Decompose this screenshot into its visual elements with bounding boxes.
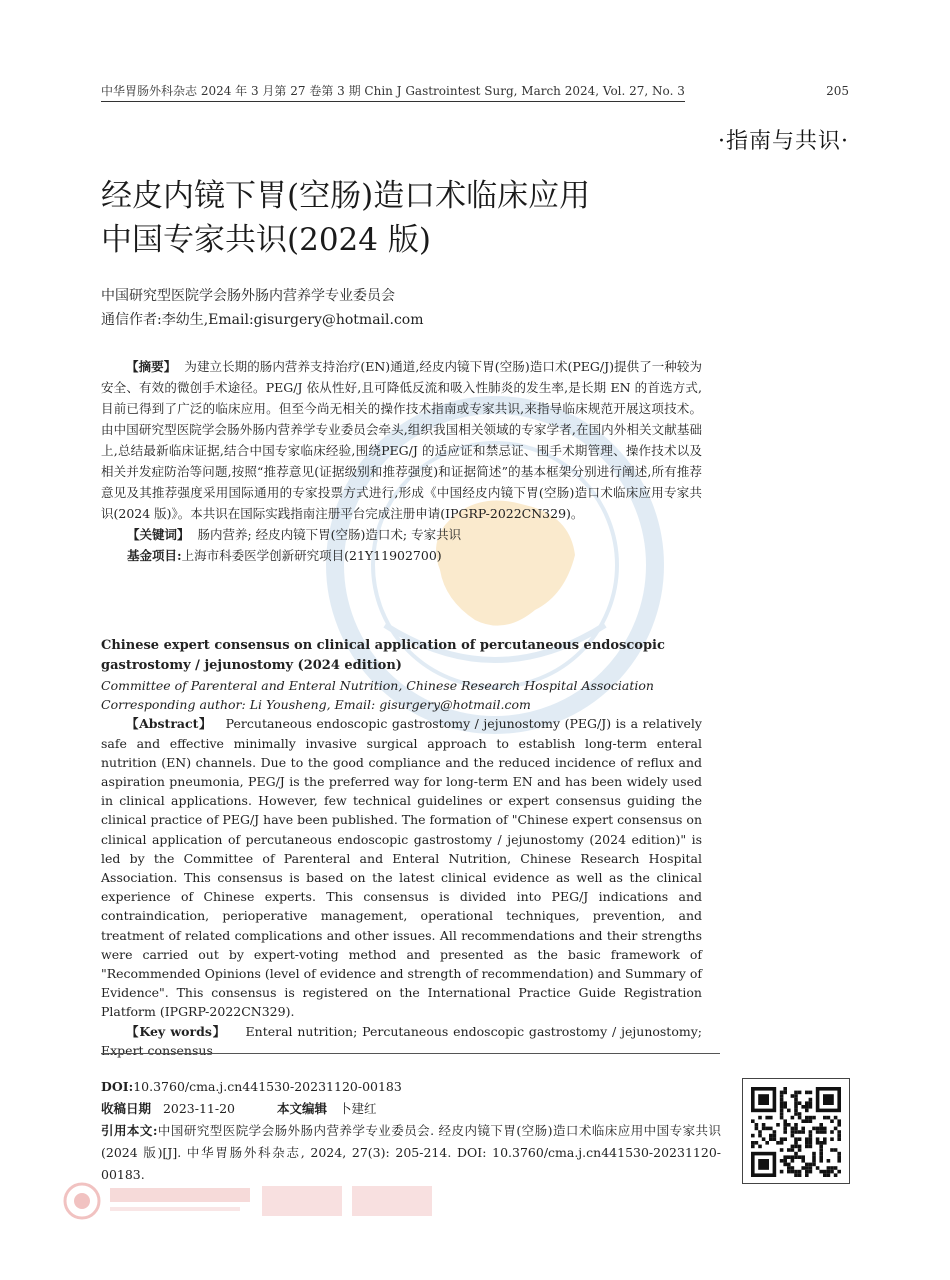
doi-label: DOI:: [101, 1079, 134, 1094]
received-date: 2023-11-20: [162, 1101, 236, 1116]
en-abstract-text: Percutaneous endoscopic gastrostomy / jejunostomy (PEG/J) is a relatively safe and effective minimally invasive surgical approach to establish long-term enteral nutrition (EN) channels. Due to the good compliance and the reduced incidence of reflux and aspiration pneumonia, PEG/J is the preferred way for long-term EN and has been widely used in clinical applications. However, few technical guidelines or expert consensus guiding the clinical practice of PEG/J have been published. The formation of "Chinese expert consensus on clinical application of percutaneous endoscopic gastrostomy / jejunostomy (2024 edition)" is led by the Committee of Parenteral and Enteral Nutrition, Chinese Research Hospital Association. This consensus is based on the latest clinical evidence as well as the clinical experience of Chinese experts. This consensus is divided into PEG/J indications and contraindication, perioperative management, operational techniques, prevention, and treatment of related complications and other issues. All recommendations and their strengths were carried out by expert-voting method and presented as the basic framework of "Recommended Opinions (level of evidence and strength of recommendation) and Summary of Evidence". This consensus is registered on the International Practice Guide Registration Platform (IPGRP-2022CN329).: [101, 716, 702, 1020]
publisher-logo: [62, 1180, 442, 1222]
received-label: 收稿日期: [101, 1101, 152, 1116]
en-abstract-label: 【Abstract】: [126, 716, 213, 732]
cn-abstract-paragraph: [101, 356, 702, 524]
cn-keywords: [101, 524, 702, 545]
cn-abstract-label: 【摘要】: [126, 359, 177, 374]
chinese-abstract: [101, 356, 702, 566]
cn-keywords-label: 【关键词】: [127, 527, 190, 542]
corresponding-author: 通信作者:李幼生,Email:gisurgery@hotmail.com: [101, 312, 424, 328]
cn-fund-label: 基金项目:: [127, 548, 182, 563]
cn-keywords-text: 肠内营养; 经皮内镜下胃(空肠)造口术; 专家共识: [197, 527, 462, 542]
cn-abstract-text: 为建立长期的肠内营养支持治疗(EN)通道,经皮内镜下胃(空肠)造口术(PEG/J)提供了一种较为安全、有效的微创手术途径。PEG/J 依从性好,且可降低反流和吸入性肺炎的发生率,是长期 EN 的首选方式,目前已得到了广泛的临床应用。但至今尚无相关的操作技术指南或专家共识,来指导临床规范开展这项技术。由中国研究型医院学会肠外肠内营养学专业委员会牵头,组织我国相关领域的专家学者,在国内外相关文献基础上,总结最新临床证据,结合中国专家临床经验,围绕PEG/J 的适应证和禁忌证、围手术期管理、操作技术以及相关并发症防治等问题,按照“推荐意见(证据级别和推荐强度)和证据简述”的基本框架分别进行阐述,所有推荐意见及其推荐强度采用国际通用的专家投票方式进行,形成《中国经皮内镜下胃(空肠)造口术临床应用专家共识(2024 版)》。本共识在国际实践指南注册平台完成注册申请(IPGRP-2022CN329)。: [101, 359, 702, 521]
english-abstract: [101, 636, 702, 1060]
section-label: ·指南与共识·: [718, 129, 849, 154]
en-title: Chinese expert consensus on clinical application of percutaneous endoscopic gastrostomy / jejunostomy (2024 edition): [101, 638, 665, 673]
en-corresponding-author: Corresponding author: Li Yousheng, Email: gisurgery@hotmail.com: [101, 697, 531, 713]
cn-fund: [101, 545, 702, 566]
doi-line: [101, 1076, 721, 1098]
editor-name: 卜建红: [338, 1101, 377, 1116]
author-block: [101, 284, 424, 332]
author-organization: 中国研究型医院学会肠外肠内营养学专业委员会: [101, 288, 395, 304]
citation-text: 中国研究型医院学会肠外肠内营养学专业委员会. 经皮内镜下胃(空肠)造口术临床应用中国专家共识(2024 版)[J]. 中华胃肠外科杂志, 2024, 27(3): 205-214. DOI: 10.3760/cma.j.cn441530-20231120-00183.: [101, 1123, 721, 1182]
editor-label: 本文编辑: [277, 1101, 328, 1116]
en-abstract-paragraph: [101, 714, 702, 1021]
cn-fund-text: 上海市科委医学创新研究项目(21Y11902700): [181, 548, 442, 563]
article-footer: [101, 1076, 721, 1186]
en-keywords-text: Enteral nutrition; Percutaneous endoscopic gastrostomy / jejunostomy; Expert consensus: [101, 1023, 702, 1058]
doi-link[interactable]: 10.3760/cma.j.cn441530-20231120-00183: [133, 1079, 402, 1094]
en-keywords: [101, 1022, 702, 1060]
en-committee: Committee of Parenteral and Enteral Nutrition, Chinese Research Hospital Association: [101, 678, 654, 693]
citation-label: 引用本文:: [101, 1123, 158, 1138]
journal-header: 中华胃肠外科杂志 2024 年 3 月第 27 卷第 3 期 Chin J Gastrointest Surg, March 2024, Vol. 27, No. 3: [101, 82, 685, 102]
citation-line: [101, 1120, 721, 1186]
qr-code[interactable]: [742, 1078, 850, 1184]
footer-divider: [101, 1053, 720, 1054]
article-title: [101, 174, 721, 262]
title-line-1: 经皮内镜下胃(空肠)造口术临床应用: [101, 178, 591, 214]
received-line: [101, 1098, 721, 1120]
title-line-2: 中国专家共识(2024 版): [101, 222, 431, 258]
page-number: 205: [826, 84, 849, 98]
en-keywords-label: 【Key words】: [126, 1023, 227, 1039]
